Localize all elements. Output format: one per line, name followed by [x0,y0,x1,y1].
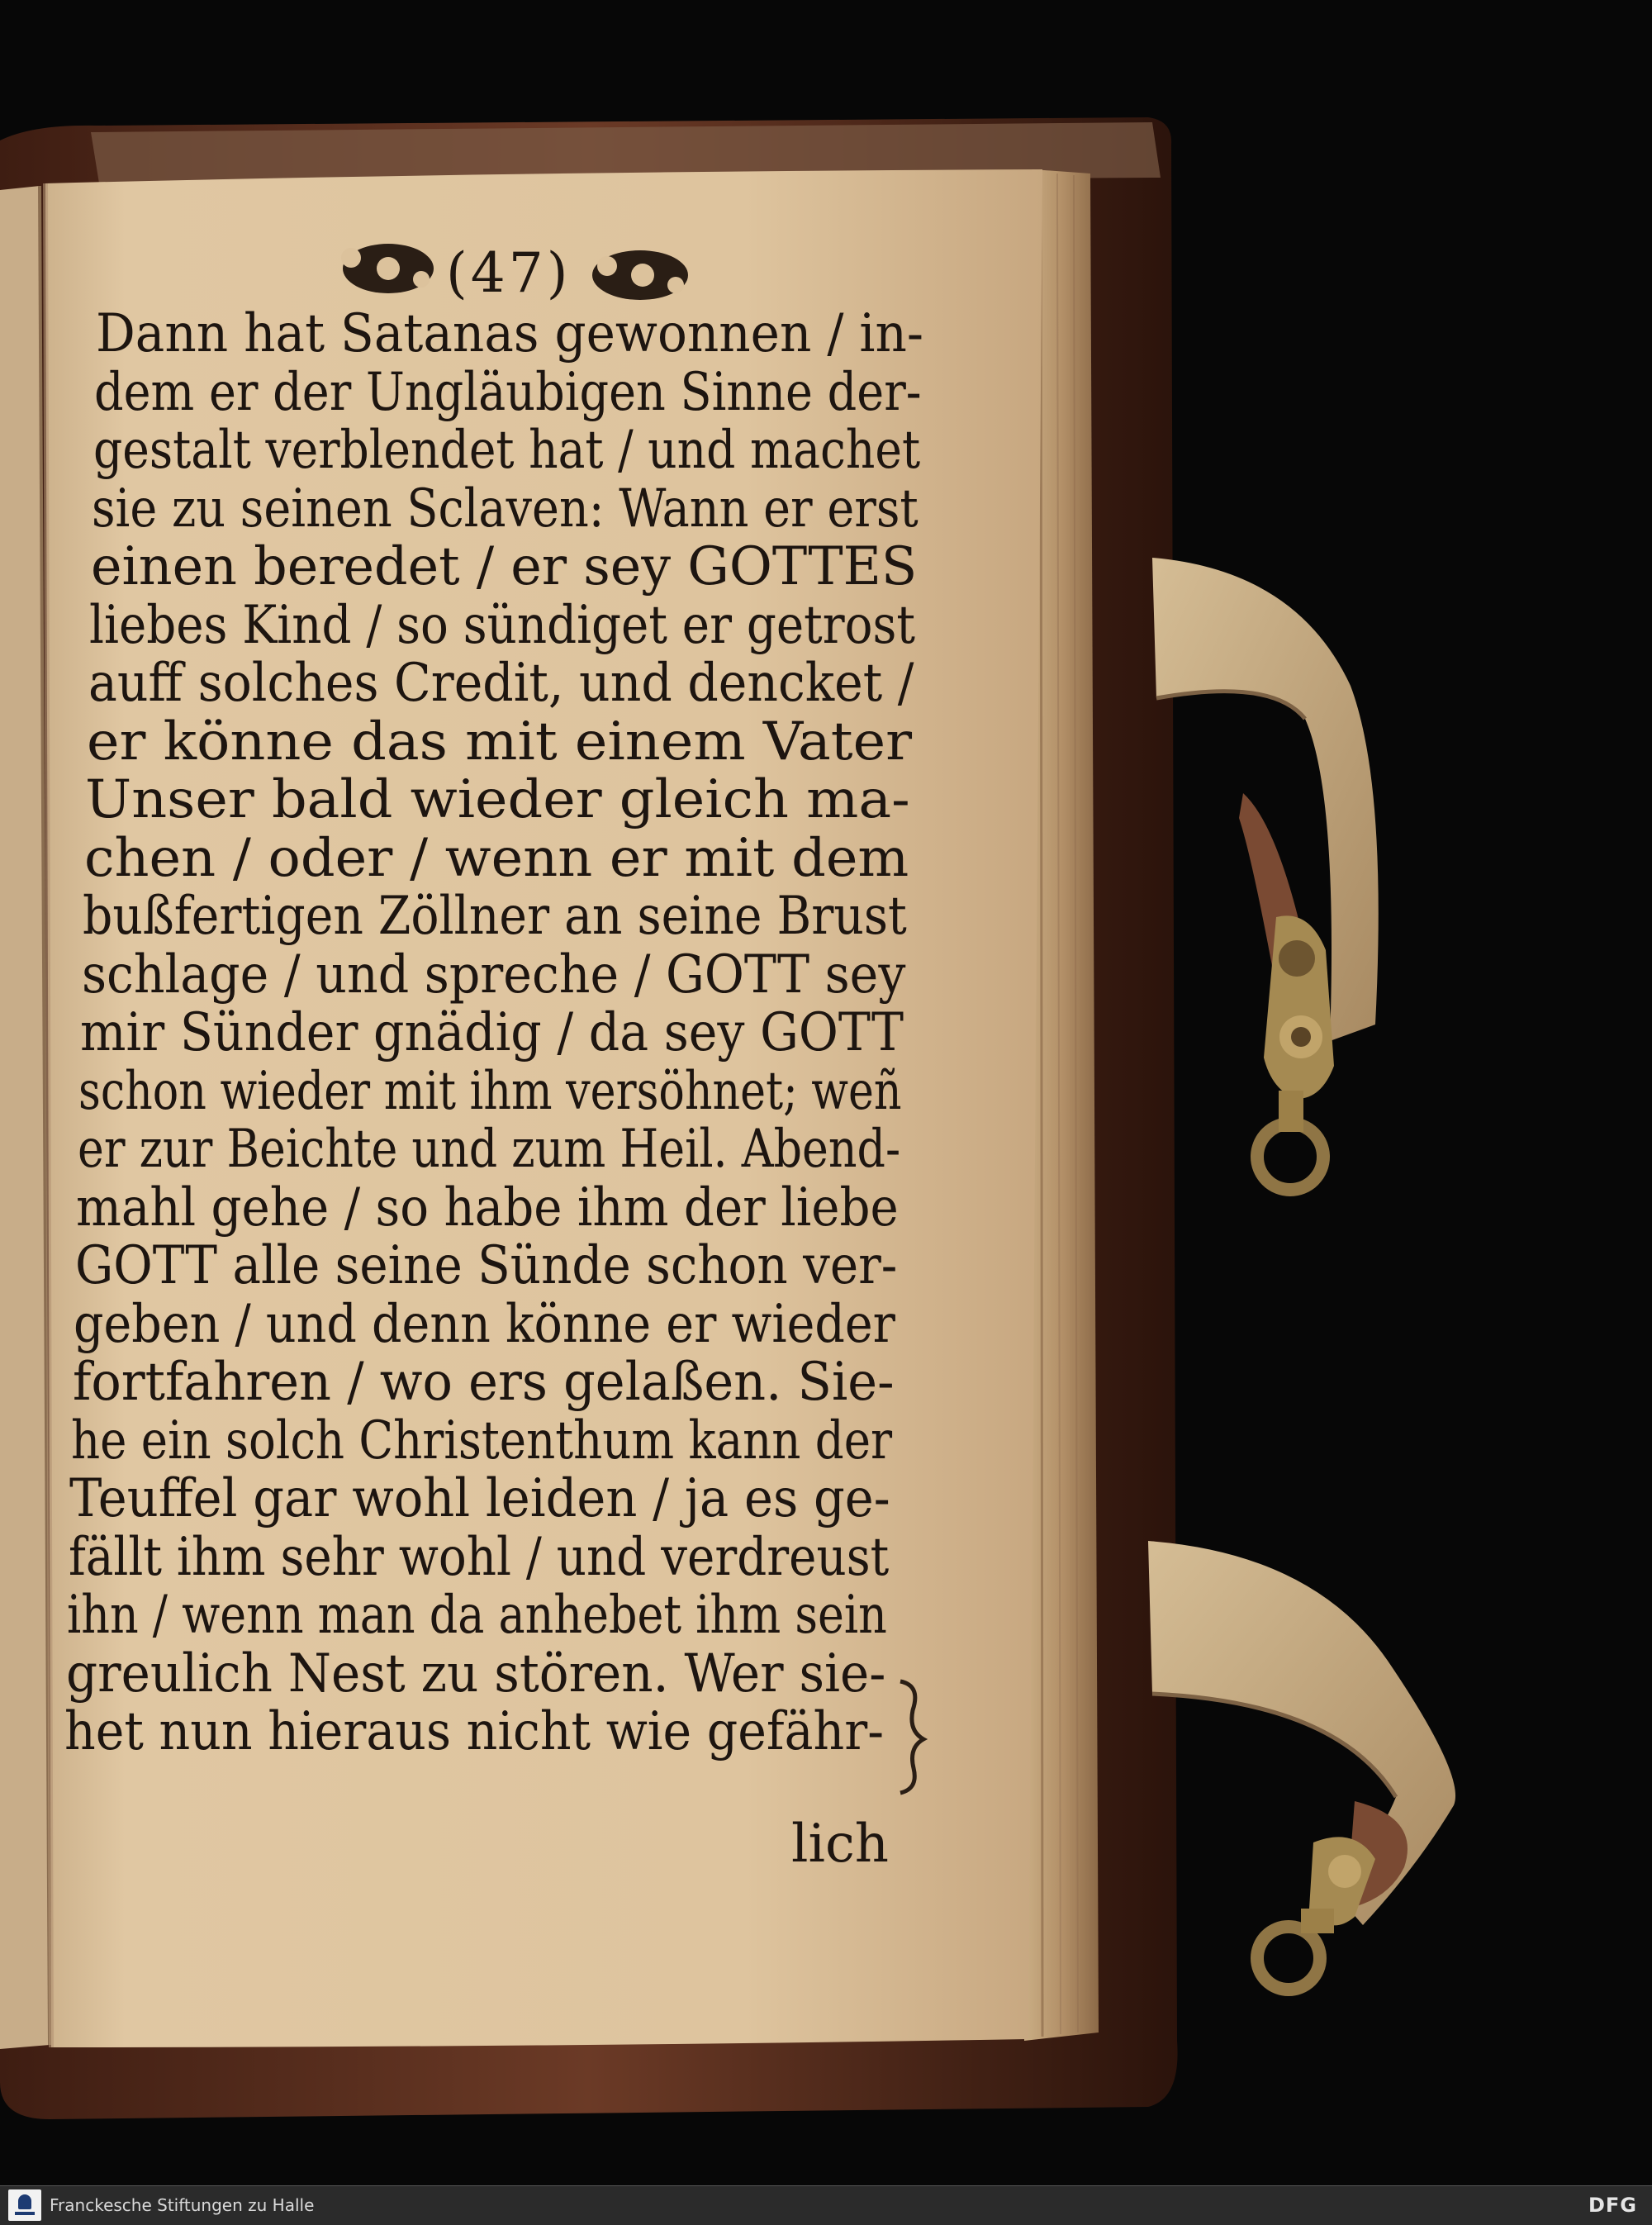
text-line: mir Sünder gnädig / da sey GOTT [80,1002,904,1063]
text-line: greulich Nest zu stören. Wer sie- [65,1643,885,1704]
text-line: Teuffel gar wohl leiden / ja es ge- [69,1468,890,1529]
text-line: gestalt verblendet hat / und machet [93,420,920,481]
text-line: Unser bald wieder gleich ma- [85,769,910,830]
text-line: er könne das mit einem Vater [86,711,912,773]
text-line: geben / und denn könne er wieder [74,1293,895,1355]
institution-name: Franckesche Stiftungen zu Halle [50,2195,315,2215]
lower-clasp [1148,1541,1455,1990]
text-line: dem er der Ungläubigen Sinne der- [94,361,922,423]
text-line: sie zu seinen Sclaven: Wann er erst [92,478,919,540]
text-line: het nun hieraus nicht wie gefähr- [64,1701,884,1762]
text-line: mahl gehe / so habe ihm der liebe [76,1177,899,1238]
catchword: lich [791,1814,889,1875]
header-ornament-right [592,250,688,300]
text-line: einen beredet / er sey GOTTES [90,536,917,597]
upper-clasp [1152,558,1379,1190]
institution-logo-icon [8,2189,41,2221]
text-line: fortfahren / wo ers gelaßen. Sie- [72,1352,894,1413]
text-line: auff solches Credit, und dencket / [88,653,914,714]
text-line: ihn / wenn man da anhebet ihm sein [67,1585,887,1646]
text-line: schlage / und spreche / GOTT sey [81,944,905,1006]
text-line: liebes Kind / so sündiget er getrost [89,594,915,656]
upper-clasp-metal [1257,915,1334,1190]
footer-bar [0,2185,1652,2225]
text-line: fällt ihm sehr wohl / und verdreust [68,1526,889,1588]
text-line: bußfertigen Zöllner an seine Brust [83,886,907,947]
text-line: schon wieder mit ihm versöhnet; weñ [78,1060,902,1122]
text-line: GOTT alle seine Sünde schon ver- [74,1235,897,1296]
text-line: he ein solch Christenthum kann der [70,1410,892,1471]
page-paper [45,169,1042,2047]
text-line: er zur Beichte und zum Heil. Abend- [77,1119,900,1180]
left-page-edge [0,186,50,2049]
text-line: chen / oder / wenn er mit dem [83,827,909,889]
text-line: Dann hat Satanas gewonnen / in- [96,303,923,364]
page-number: (47) [446,241,572,305]
dfg-logo: DFG [1588,2194,1637,2217]
